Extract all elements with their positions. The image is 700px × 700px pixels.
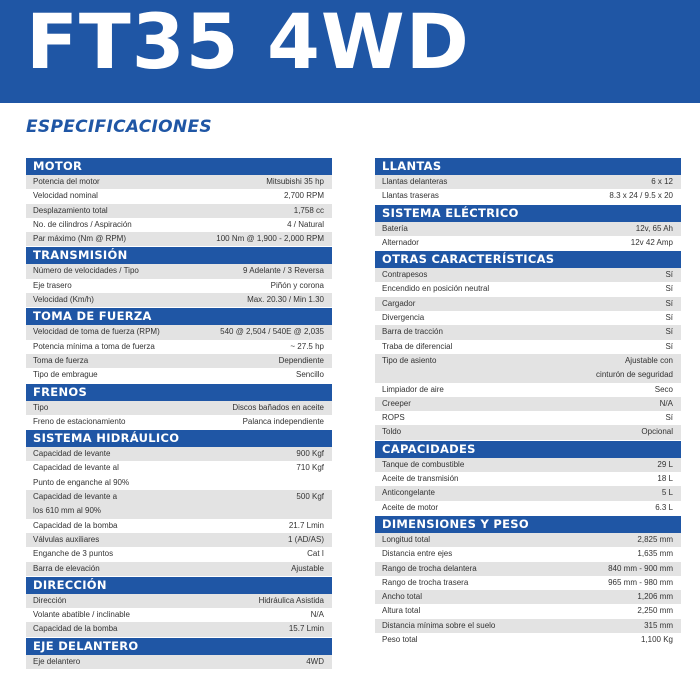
spec-row [26,354,332,368]
spec-value: 21.7 Lmin [288,520,324,530]
spec-row [375,340,681,354]
spec-label: Encendido en posición neutral [382,284,490,294]
spec-label: Tanque de combustible [382,459,465,469]
spec-row [375,562,681,576]
section-header-eje-delantero: EJE DELANTERO [26,638,332,655]
spec-value: 6.3 L [655,502,673,512]
spec-row [26,415,332,429]
spec-label: Potencia del motor [33,177,100,186]
spec-row [375,619,681,633]
spec-row [26,490,332,519]
spec-row [26,461,332,490]
spec-row [26,533,332,547]
spec-value: 5 L [661,488,673,498]
spec-row [26,204,332,218]
spec-row [26,264,332,278]
spec-value: 2,250 mm [637,606,673,616]
spec-row [375,175,681,189]
spec-row [26,401,332,415]
spec-row [375,268,681,282]
spec-label: Llantas traseras [382,191,439,201]
spec-value: 1,100 Kg [640,635,673,645]
spec-label: Aceite de motor [382,502,439,512]
spec-value: 100 Nm @ 1,900 - 2,000 RPM [216,234,324,244]
spec-value: 4WD [306,656,324,666]
spec-value: Sí [665,284,673,294]
section-header-frenos: FRENOS [26,384,332,401]
spec-value: 540 @ 2,504 / 540E @ 2,035 [220,327,324,337]
spec-label: Velocidad nominal [33,191,98,201]
spec-label: No. de cilindros / Aspiración [33,219,132,229]
section-header-capacidades: CAPACIDADES [375,441,681,458]
spec-label: Batería [382,223,408,233]
spec-value: Opcional [641,427,673,437]
section-header-llantas: LLANTAS [375,158,681,175]
spec-value: Sí [665,270,673,280]
spec-value: 1 (AD/AS) [287,534,324,544]
spec-value: Sí [665,341,673,351]
spec-value: 6 x 12 [651,177,673,186]
spec-row [26,447,332,461]
spec-label: Divergencia [382,313,425,323]
spec-label: Barra de elevación [33,563,100,573]
spec-value: 315 mm [644,620,673,630]
spec-label: Traba de diferencial [382,341,453,351]
section-header-motor: MOTOR [26,158,332,175]
spec-label: Distancia mínima sobre el suelo [382,620,496,630]
spec-label: Rango de trocha trasera [382,577,469,587]
spec-value: Piñón y corona [270,280,324,290]
spec-row [375,397,681,411]
spec-row [375,604,681,618]
spec-row [375,383,681,397]
spec-value: Dependiente [278,355,324,365]
spec-value: Sí [665,413,673,423]
spec-label: Tipo [33,402,49,412]
spec-label: Velocidad (Km/h) [33,295,94,305]
spec-label: Freno de estacionamiento [33,416,126,426]
spec-label: Creeper [382,398,411,408]
spec-value: 1,206 mm [637,592,673,602]
spec-label: Altura total [382,606,421,616]
spec-label: ROPS [382,413,405,423]
spec-value: 8.3 x 24 / 9.5 x 20 [609,191,673,201]
spec-value: Ajustable [291,563,324,573]
spec-value: ~ 27.5 hp [290,341,324,351]
spec-row [375,576,681,590]
spec-label: Capacidad de levante [33,449,111,459]
spec-label: Capacidad de la bomba [33,520,118,530]
section-header-toma-de-fuerza: TOMA DE FUERZA [26,308,332,325]
spec-row [26,622,332,636]
spec-row [26,594,332,608]
spec-label: Eje delantero [33,656,81,666]
spec-value: 710 Kgf [296,463,324,473]
spec-row [26,218,332,232]
spec-row [375,547,681,561]
spec-label: Velocidad de toma de fuerza (RPM) [33,327,160,337]
spec-value: 840 mm - 900 mm [608,563,673,573]
spec-row [375,311,681,325]
spec-label: Alternador [382,237,419,247]
spec-value: Palanca independiente [242,416,324,426]
spec-row [26,232,332,246]
spec-label: Anticongelante [382,488,435,498]
spec-row [375,411,681,425]
spec-value: Sí [665,313,673,323]
spec-value: 18 L [657,474,673,484]
spec-row [375,633,681,647]
spec-row [26,519,332,533]
spec-value: 4 / Natural [287,219,324,229]
spec-row [26,608,332,622]
spec-value: 12v 42 Amp [630,237,673,247]
section-heading: ESPECIFICACIONES [26,117,212,137]
spec-row [375,501,681,515]
section-header-sistema-hidraulico: SISTEMA HIDRÁULICO [26,430,332,447]
title-banner [0,0,700,103]
spec-label: Número de velocidades / Tipo [33,266,139,276]
spec-row [375,486,681,500]
spec-label: Contrapesos [382,270,428,280]
spec-row [375,222,681,236]
section-header-sistema-electrico: SISTEMA ELÉCTRICO [375,205,681,222]
spec-value: Seco [654,384,673,394]
spec-label: Capacidad de la bomba [33,624,118,634]
spec-value: 2,700 RPM [283,191,324,201]
spec-row [375,325,681,339]
spec-label: Dirección [33,595,67,605]
spec-label: Desplazamiento total [33,205,108,215]
spec-label: Capacidad de levante al Punto de enganche al 90% [33,463,130,487]
spec-label: Enganche de 3 puntos [33,549,114,559]
spec-row [375,425,681,439]
spec-label: Limpiador de aire [382,384,444,394]
spec-value: Sí [665,298,673,308]
spec-value: Max. 20.30 / Min 1.30 [247,295,324,305]
spec-value: 500 Kgf [296,492,324,502]
spec-value: Sí [665,327,673,337]
spec-value: 12v, 65 Ah [635,223,673,233]
spec-row [26,562,332,576]
spec-value: Hidráulica Asistida [258,595,324,605]
spec-label: Válvulas auxiliares [33,534,100,544]
section-header-direccion: DIRECCIÓN [26,577,332,594]
spec-value: 2,825 mm [637,534,673,544]
spec-row [375,354,681,383]
spec-value: 29 L [657,459,673,469]
spec-value: N/A [310,610,324,620]
spec-value: Cat I [307,549,324,559]
spec-label: Eje trasero [33,280,72,290]
spec-value: N/A [659,398,673,408]
spec-label: Longitud total [382,534,431,544]
spec-row [26,368,332,382]
spec-row [26,279,332,293]
spec-value: 965 mm - 980 mm [608,577,673,587]
spec-value: Discos bañados en aceite [232,402,324,412]
spec-label: Tipo de embrague [33,370,98,380]
spec-label: Par máximo (Nm @ RPM) [33,234,127,244]
spec-row [26,325,332,339]
spec-row [375,533,681,547]
spec-value: 900 Kgf [296,449,324,459]
spec-value: 1,635 mm [637,549,673,559]
spec-label: Capacidad de levante a los 610 mm al 90% [33,492,118,516]
spec-label: Potencia mínima a toma de fuerza [33,341,155,351]
spec-row [26,293,332,307]
spec-label: Cargador [382,298,416,308]
spec-row [375,458,681,472]
spec-label: Barra de tracción [382,327,443,337]
spec-label: Tipo de asiento [382,355,437,365]
spec-row [26,655,332,669]
spec-value: 1,758 cc [293,205,324,215]
spec-label: Volante abatible / inclinable [33,610,130,620]
spec-row [375,297,681,311]
spec-value: Sencillo [295,370,324,380]
spec-value: Ajustable con cinturón de seguridad [596,355,673,380]
spec-row [375,189,681,203]
section-header-transmision: TRANSMISIÓN [26,247,332,264]
spec-row [375,236,681,250]
spec-row [26,189,332,203]
model-title: FT35 4WD [26,0,470,86]
spec-row [26,340,332,354]
spec-label: Toldo [382,427,402,437]
spec-row [375,590,681,604]
spec-label: Toma de fuerza [33,355,89,365]
spec-label: Aceite de transmisión [382,474,459,484]
spec-label: Llantas delanteras [382,177,448,186]
spec-label: Peso total [382,635,418,645]
spec-value: 9 Adelante / 3 Reversa [243,266,324,276]
section-header-dimensiones-y-peso: DIMENSIONES Y PESO [375,516,681,533]
spec-value: 15.7 Lmin [288,624,324,634]
spec-row [26,547,332,561]
spec-label: Rango de trocha delantera [382,563,477,573]
spec-label: Ancho total [382,592,423,602]
spec-label: Distancia entre ejes [382,549,453,559]
spec-row [375,282,681,296]
spec-row [26,175,332,189]
spec-value: Mitsubishi 35 hp [266,177,324,186]
section-header-otras-caracteristicas: OTRAS CARACTERÍSTICAS [375,251,681,268]
spec-row [375,472,681,486]
spec-column-left [26,157,332,669]
spec-column-right [375,157,681,647]
